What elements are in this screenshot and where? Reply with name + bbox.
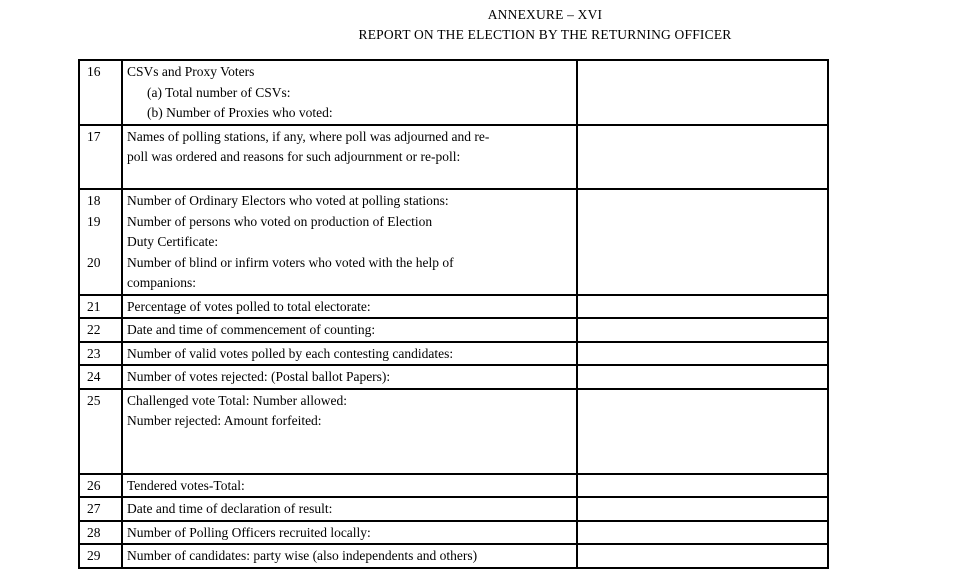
item-description-line: Number of valid votes polled by each contesting candidates: — [127, 345, 454, 361]
item-description-line: Duty Certificate: — [127, 234, 219, 249]
table-row — [79, 189, 828, 295]
item-number: 26 — [87, 477, 101, 493]
item-value-cell[interactable] — [577, 521, 828, 545]
item-number-cell — [79, 318, 122, 342]
item-value-cell[interactable] — [577, 544, 828, 568]
item-number: 20 — [87, 254, 101, 270]
item-description-line: Number of Polling Officers recruited locally: — [127, 524, 371, 540]
report-table — [78, 59, 829, 569]
item-description-line: companions: — [127, 275, 196, 290]
item-number-cell — [79, 389, 122, 474]
item-number — [87, 432, 121, 453]
item-value-cell[interactable] — [577, 365, 828, 389]
item-description-cell — [122, 189, 577, 295]
item-description-line: Tendered votes-Total: — [127, 477, 245, 493]
item-description-line: Number of votes rejected: (Postal ballot Papers): — [127, 369, 391, 384]
item-number-cell — [79, 295, 122, 319]
item-number-cell — [79, 474, 122, 498]
item-number — [87, 411, 121, 432]
item-description-line — [127, 432, 576, 453]
item-number: 27 — [87, 501, 101, 516]
item-value-cell[interactable] — [577, 295, 828, 319]
table-row — [79, 521, 828, 545]
item-number — [87, 147, 121, 168]
item-number-cell — [79, 521, 122, 545]
table-row — [79, 125, 828, 190]
item-description-line: Number of Ordinary Electors who voted at polling stations: — [127, 193, 449, 208]
item-description-cell — [122, 497, 577, 521]
item-number — [87, 232, 121, 253]
item-number-cell — [79, 60, 122, 125]
table-row — [79, 544, 828, 568]
item-value-cell[interactable] — [577, 342, 828, 366]
item-value-cell[interactable] — [577, 474, 828, 498]
item-number — [87, 168, 121, 189]
item-number-cell — [79, 342, 122, 366]
item-number: 25 — [87, 392, 101, 408]
item-number: 21 — [87, 298, 101, 314]
item-description-line: (b) Number of Proxies who voted: — [147, 105, 333, 120]
item-number — [87, 103, 121, 124]
table-row — [79, 318, 828, 342]
item-description-line: CSVs and Proxy Voters — [127, 64, 255, 79]
item-number-cell — [79, 125, 122, 190]
item-number: 29 — [87, 548, 101, 563]
item-description-cell — [122, 125, 577, 190]
item-number: 22 — [87, 322, 101, 337]
item-number-cell — [79, 497, 122, 521]
item-number: 28 — [87, 524, 101, 540]
item-description-cell — [122, 474, 577, 498]
table-row — [79, 60, 828, 125]
item-number — [87, 452, 121, 473]
item-number — [87, 83, 121, 104]
table-row — [79, 342, 828, 366]
item-description-cell — [122, 389, 577, 474]
table-row — [79, 497, 828, 521]
item-value-cell[interactable] — [577, 189, 828, 295]
item-description-line: (a) Total number of CSVs: — [147, 84, 291, 100]
item-description-line: Number of blind or infirm voters who voted with the help of — [127, 254, 454, 270]
report-title: REPORT ON THE ELECTION BY THE RETURNING OFFICER — [358, 27, 732, 42]
item-description-cell — [122, 365, 577, 389]
item-description-cell — [122, 342, 577, 366]
item-description-line — [127, 168, 576, 189]
item-value-cell[interactable] — [577, 125, 828, 190]
item-value-cell[interactable] — [577, 60, 828, 125]
annexure-title: ANNEXURE – XVI — [487, 7, 603, 22]
item-number-cell — [79, 544, 122, 568]
item-number: 19 — [87, 213, 101, 229]
item-number-cell — [79, 365, 122, 389]
table-row — [79, 389, 828, 474]
item-description-cell — [122, 318, 577, 342]
item-description-line — [127, 452, 576, 473]
table-row — [79, 365, 828, 389]
table-row — [79, 295, 828, 319]
item-description-line: Names of polling stations, if any, where poll was adjourned and re- — [127, 128, 490, 144]
table-row — [79, 474, 828, 498]
item-description-line: Date and time of commencement of counting: — [127, 322, 376, 337]
item-description-line: Date and time of declaration of result: — [127, 501, 333, 516]
item-description-line: Number rejected: Amount forfeited: — [127, 413, 322, 428]
item-description-cell — [122, 295, 577, 319]
item-description-cell — [122, 544, 577, 568]
item-number: 23 — [87, 345, 101, 361]
item-description-cell — [122, 60, 577, 125]
item-description-line: Challenged vote Total: Number allowed: — [127, 392, 348, 408]
item-value-cell[interactable] — [577, 318, 828, 342]
item-description-line: Percentage of votes polled to total electorate: — [127, 298, 371, 314]
item-value-cell[interactable] — [577, 497, 828, 521]
item-description-line: Number of candidates: party wise (also independents and others) — [127, 548, 478, 563]
report-table-body — [79, 60, 828, 568]
item-number — [87, 273, 121, 294]
item-description-cell — [122, 521, 577, 545]
item-number: 16 — [87, 64, 101, 79]
item-number: 24 — [87, 369, 101, 384]
item-number-cell — [79, 189, 122, 295]
item-description-line: Number of persons who voted on production of Election — [127, 213, 433, 229]
item-number: 17 — [87, 128, 101, 144]
item-description-line: poll was ordered and reasons for such adjournment or re-poll: — [127, 149, 461, 164]
item-number: 18 — [87, 193, 101, 208]
item-value-cell[interactable] — [577, 389, 828, 474]
